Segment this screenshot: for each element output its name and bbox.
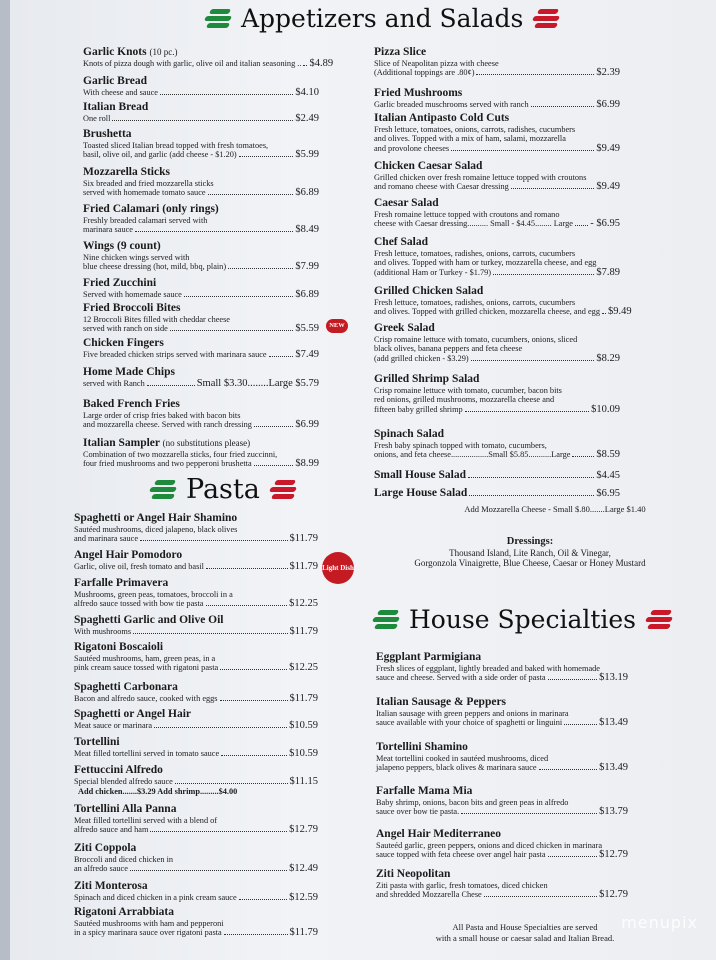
menu-item (374, 236, 620, 278)
item-name: Chicken Fingers (83, 337, 164, 349)
item-price: $8.49 (295, 224, 319, 236)
item-name: Spaghetti Garlic and Olive Oil (74, 614, 224, 626)
item-description: Nine chicken wings served with (83, 253, 190, 262)
item-description: basil, olive oil, and garlic (add cheese - $1.20) (83, 150, 237, 160)
menu-item (74, 906, 318, 938)
item-name: Angel Hair Pomodoro (74, 549, 183, 561)
menu-item (374, 428, 620, 460)
item-price: $12.79 (289, 824, 318, 836)
menu-item (83, 302, 319, 334)
item-description: Sautéed mushrooms, diced jalapeno, black olives (74, 525, 238, 534)
dressings-title: Dressings: (506, 536, 554, 547)
item-description: and olives. Topped with a mix of ham, salami, mozzarella (374, 134, 566, 144)
menupix-watermark: menupix (621, 913, 698, 932)
item-description: and marinara sauce (74, 534, 139, 544)
item-name: Italian Sausage & Peppers (376, 696, 507, 708)
item-name: Eggplant Parmigiana (376, 651, 482, 663)
item-price: $9.49 (596, 142, 620, 154)
menu-item (83, 75, 319, 98)
item-price: $10.09 (591, 403, 620, 415)
item-name: Garlic Bread (83, 75, 147, 87)
item-price: $9.49 (596, 181, 620, 193)
menu-item (376, 868, 628, 900)
menu-item (83, 240, 319, 272)
item-name: Spaghetti or Angel Hair (74, 708, 192, 720)
item-description: Fresh lettuce, tomatoes, onions, carrots, radishes, cucumbers (374, 125, 576, 134)
item-price: $7.89 (596, 266, 620, 278)
item-description: (add grilled chicken - $3.29) (374, 353, 469, 363)
item-name: Spaghetti Carbonara (74, 681, 178, 693)
item-name: Italian Antipasto Cold Cuts (374, 112, 510, 124)
item-price: $11.79 (289, 693, 318, 704)
item-description: Freshly breaded calamari served with (83, 216, 208, 225)
menu-item (374, 160, 620, 192)
item-name: Fried Calamari (only rings) (83, 203, 219, 215)
menu-item (74, 880, 318, 903)
item-name: Wings (9 count) (83, 240, 161, 252)
item-description: four fried mushrooms and two pepperoni brushetta (83, 459, 252, 469)
item-price: $12.25 (289, 598, 318, 610)
menu-item (74, 736, 318, 759)
item-name: Chicken Caesar Salad (374, 160, 483, 172)
item-price: $13.49 (599, 717, 628, 729)
item-price: $13.49 (599, 762, 628, 774)
item-description: and romano cheese with Caesar dressing (374, 182, 509, 192)
item-description: Fresh lettuce, tomatoes, radishes, onions, carrots, cucumbers (374, 298, 576, 307)
menu-item (374, 469, 620, 482)
item-price: $12.79 (599, 849, 628, 861)
item-price: Small $3.30........Large $5.79 (196, 378, 319, 389)
menu-item (74, 512, 318, 544)
menu-item (83, 366, 319, 389)
item-description: Spinach and diced chicken in a pink cream sauce (74, 893, 237, 902)
item-price: $8.59 (596, 449, 620, 461)
item-description: and olives. Topped with grilled chicken, mozzarella cheese, and egg (374, 307, 600, 317)
item-price: $11.79 (289, 533, 318, 545)
item-price: $11.15 (289, 776, 318, 787)
item-description: marinara sauce (83, 225, 133, 235)
item-name: Pizza Slice (374, 46, 427, 58)
menu-item (74, 577, 318, 609)
item-description: pink cream sauce tossed with rigatoni pasta (74, 663, 219, 673)
menu-item (74, 842, 318, 874)
item-description: Toasted sliced Italian bread topped with fresh tomatoes, (83, 141, 269, 150)
item-price: $13.79 (599, 806, 628, 818)
item-name: Greek Salad (374, 322, 435, 334)
item-name: Baked French Fries (83, 398, 180, 410)
item-name: Mozzarella Sticks (83, 166, 170, 178)
item-name: Tortellini Alla Panna (74, 803, 177, 815)
item-description: Six breaded and fried mozzarella sticks (83, 179, 214, 188)
menu-item (83, 203, 319, 235)
item-description: Sauteéd garlic, green peppers, onions and diced chicken in marinara (376, 841, 603, 850)
item-description: Special blended alfredo sauce (74, 777, 173, 786)
item-name: Garlic Knots (10 pc.) (83, 46, 178, 58)
item-description: served with Ranch (83, 379, 145, 388)
item-description: blue cheese dressing (hot, mild, bbq, plain) (83, 262, 227, 272)
item-description: With cheese and sauce (83, 88, 158, 97)
menu-item (374, 46, 620, 78)
item-price: $12.59 (289, 892, 318, 903)
item-name: Italian Bread (83, 101, 149, 113)
menu-item (74, 549, 318, 572)
item-price: $11.79 (289, 561, 318, 572)
item-name: Angel Hair Mediterraneo (376, 828, 501, 840)
item-price: $11.79 (289, 927, 318, 939)
item-price: $6.99 (596, 99, 620, 110)
menu-item (374, 285, 632, 318)
item-name: Spaghetti or Angel Hair Shamino (74, 512, 238, 524)
green-flag-icon (205, 8, 231, 30)
menu-item (83, 277, 319, 300)
item-description: Sautéed mushrooms, ham, green peas, in a (74, 654, 216, 663)
item-description: Knots of pizza dough with garlic, olive oil and italian seasoning .. (83, 59, 302, 68)
header-pasta-title: Pasta (186, 474, 260, 505)
item-description: and mozzarella cheese. Served with ranch dressing (83, 420, 252, 430)
item-description: Served with homemade sauce (83, 290, 182, 299)
item-price: $8.29 (596, 352, 620, 364)
item-name: Fried Mushrooms (374, 87, 463, 99)
item-size: (10 pc.) (149, 47, 178, 57)
menu-item (376, 696, 628, 728)
item-description: and olives. Topped with ham or turkey, mozzarella cheese, and egg (374, 258, 597, 268)
header-appetizers (205, 4, 559, 33)
item-name: Fried Broccoli Bites (83, 302, 181, 314)
menu-item (74, 764, 318, 796)
item-price: $6.89 (295, 187, 319, 199)
item-description: With mushrooms (74, 627, 132, 636)
item-price: $6.95 (596, 488, 620, 499)
new-badge: NEW (326, 319, 348, 333)
item-description: Sautéed mushrooms with ham and pepperoni (74, 919, 224, 928)
menu-item (376, 828, 628, 860)
item-price: $12.79 (599, 889, 628, 901)
item-price: $6.99 (295, 419, 319, 431)
item-name: Ziti Coppola (74, 842, 137, 854)
item-description: Meat sauce or marinara (74, 721, 153, 730)
item-price: $10.59 (289, 748, 318, 759)
item-price: $2.39 (596, 67, 620, 79)
menu-item (83, 398, 319, 430)
footer-line: All Pasta and House Specialties are served (452, 922, 598, 932)
item-price: $10.59 (289, 720, 318, 731)
item-description: Garlic breaded muschrooms served with ranch (374, 100, 529, 109)
item-price: $4.10 (295, 87, 319, 98)
item-price: $6.89 (295, 289, 319, 300)
menu-item (74, 614, 318, 637)
green-flag-icon (150, 479, 176, 501)
item-description: onions, and feta cheese..................Small $5.85...........Large (374, 450, 571, 460)
menu-item (374, 487, 620, 500)
item-description: Fresh baby spinach topped with tomato, cucumbers, (374, 441, 547, 450)
item-description: jalapeno peppers, black olives & marinara sauce (376, 763, 537, 773)
item-price: $2.49 (295, 113, 319, 124)
dressings (390, 537, 670, 569)
header-pasta (150, 474, 296, 505)
item-name: Fettuccini Alfredo (74, 764, 163, 776)
item-name: Fried Zucchini (83, 277, 157, 289)
item-price: $4.89 (309, 58, 334, 69)
red-flag-icon (533, 8, 559, 30)
item-name: Tortellini Shamino (376, 741, 468, 753)
item-description: (additional Ham or Turkey - $1.79) (374, 267, 492, 277)
item-description: (Additional toppings are .80¢) (374, 68, 475, 78)
item-description: red onions, grilled mushrooms, mozzarella cheese and (374, 395, 555, 405)
menu-item (83, 337, 319, 360)
item-name: Large House Salad (374, 487, 468, 499)
menu-item (74, 803, 318, 835)
menu-item (374, 112, 620, 154)
menu-item (83, 46, 334, 69)
item-size: (no substitutions please) (162, 438, 251, 448)
item-description: Fresh lettuce, tomatoes, radishes, onions, carrots, cucumbers (374, 249, 576, 258)
item-name: Caesar Salad (374, 197, 439, 209)
item-description: served with homemade tomato sauce (83, 188, 206, 198)
item-price: - $6.95 (590, 218, 620, 230)
item-description: sauce and cheese. Served with a side order of pasta (376, 673, 546, 683)
item-price: $11.79 (289, 626, 318, 637)
item-name: Ziti Monterosa (74, 880, 148, 892)
item-name: Farfalle Primavera (74, 577, 169, 589)
item-price: $13.19 (599, 672, 628, 684)
item-description: sauce over bow tie pasta. (376, 807, 460, 817)
item-description: black olives, banana peppers and feta cheese (374, 344, 523, 354)
item-name: Farfalle Mama Mia (376, 785, 473, 797)
item-description: Baby shrimp, onions, bacon bits and green peas in alfredo (376, 798, 569, 807)
item-description: Crisp romaine lettuce with tomato, cucumbers, onions, sliced (374, 335, 578, 344)
item-description: Italian sausage with green peppers and onions in marinara (376, 709, 569, 718)
item-addons: Add chicken.......$3.29 Add shrimp.........$4.00 (78, 787, 238, 796)
item-price: $8.99 (295, 458, 319, 470)
menu-item (83, 437, 319, 469)
menu-item (83, 101, 319, 124)
item-name: Brushetta (83, 128, 132, 140)
item-name: Italian Sampler (no substitutions please) (83, 437, 251, 449)
item-price: $12.49 (289, 863, 318, 875)
item-name: Chef Salad (374, 236, 428, 248)
item-name: Grilled Chicken Salad (374, 285, 484, 297)
item-name: Spinach Salad (374, 428, 444, 440)
item-description: Combination of two mozzarella sticks, four fried zuccinni, (83, 450, 278, 459)
item-description: sauce available with your choice of spaghetti or linguini (376, 718, 563, 728)
menu-item (83, 166, 319, 198)
item-description: Garlic, olive oil, fresh tomato and basil (74, 562, 204, 571)
item-description: and shredded Mozzarella Chese (376, 890, 482, 900)
menu-item (374, 197, 620, 229)
green-flag-icon (373, 609, 399, 631)
header-house-title: House Specialties (409, 605, 637, 634)
item-description: Bacon and alfredo sauce, cooked with eggs (74, 694, 218, 703)
item-description: Slice of Neapolitan pizza with cheese (374, 59, 499, 68)
menu-item (74, 681, 318, 704)
red-flag-icon (646, 609, 672, 631)
menu-item (374, 87, 620, 110)
item-description: an alfredo sauce (74, 864, 128, 874)
item-description: Mushrooms, green peas, tomatoes, broccoli in a (74, 590, 233, 599)
menu-item (376, 785, 628, 817)
menu-item (74, 708, 318, 731)
menu-item (374, 322, 620, 364)
item-description: Meat filled tortellini served with a blend of (74, 816, 218, 825)
item-description: Large order of crisp fries baked with bacon bits (83, 411, 241, 420)
header-appetizers-title: Appetizers and Salads (241, 4, 524, 33)
item-name: Small House Salad (374, 469, 467, 481)
item-description: in a spicy marinara sauce over rigatoni pasta (74, 928, 222, 938)
dressings-line: Thousand Island, Lite Ranch, Oil & Vinegar, (449, 547, 611, 558)
item-description: Fresh romaine lettuce topped with croutons and romano (374, 210, 560, 219)
item-price: $5.59 (295, 323, 319, 335)
add-mozzarella-note: Add Mozzarella Cheese - Small $.80.......Large $1.40 (464, 504, 646, 514)
item-price: $7.99 (295, 261, 319, 273)
item-price: $9.49 (607, 306, 632, 318)
menu-item (376, 741, 628, 773)
item-description: Broccoli and diced chicken in (74, 855, 174, 864)
item-description: Crisp romaine lettuce with tomato, cucumber, bacon bits (374, 386, 562, 395)
item-name: Ziti Neopolitan (376, 868, 451, 880)
dressings-line: Gorgonzola Vinaigrette, Blue Cheese, Caesar or Honey Mustard (414, 558, 646, 568)
item-name: Rigatoni Boscaioli (74, 641, 164, 653)
item-description: Meat filled tortellini served in tomato sauce (74, 749, 220, 758)
item-description: sauce topped with feta cheese over angel hair pasta (376, 850, 546, 860)
item-description: fifteen baby grilled shrimp (374, 404, 463, 414)
red-flag-icon (270, 479, 296, 501)
item-description: Grilled chicken over fresh romaine lettuce topped with croutons (374, 173, 587, 182)
item-price: $4.45 (596, 470, 620, 481)
footer-note (390, 922, 660, 943)
item-description: One roll (83, 114, 111, 123)
header-house (373, 605, 672, 634)
item-name: Tortellini (74, 736, 120, 748)
item-price: $5.99 (295, 149, 319, 161)
item-name: Grilled Shrimp Salad (374, 373, 480, 385)
item-description: 12 Broccoli Bites filled with cheddar cheese (83, 315, 230, 324)
menu-item (376, 651, 628, 683)
menu-item (74, 641, 318, 673)
item-description: Five breaded chicken strips served with marinara sauce (83, 350, 267, 359)
item-description: alfredo sauce and ham (74, 825, 149, 835)
item-description: served with ranch on side (83, 324, 168, 334)
menu-item (83, 128, 319, 160)
footer-line: with a small house or caesar salad and Italian Bread. (435, 932, 615, 943)
menu-item (374, 373, 620, 415)
item-price: $7.49 (295, 349, 319, 360)
item-description: and provolone cheeses (374, 143, 450, 153)
light-dish-badge: Light Dish (322, 552, 354, 584)
item-description: alfredo sauce tossed with bow tie pasta (74, 599, 204, 609)
item-price: $12.25 (289, 662, 318, 674)
item-description: Ziti pasta with garlic, fresh tomatoes, diced chicken (376, 881, 548, 890)
item-description: Meat tortellini cooked in sautéed mushrooms, diced (376, 754, 549, 763)
item-description: cheese with Caesar dressing.......... Small - $4.45........ Large (374, 219, 573, 229)
item-description: Fresh slices of eggplant, lightly breaded and baked with homemade (376, 664, 600, 673)
item-name: Home Made Chips (83, 366, 175, 378)
item-name: Rigatoni Arrabbiata (74, 906, 174, 918)
